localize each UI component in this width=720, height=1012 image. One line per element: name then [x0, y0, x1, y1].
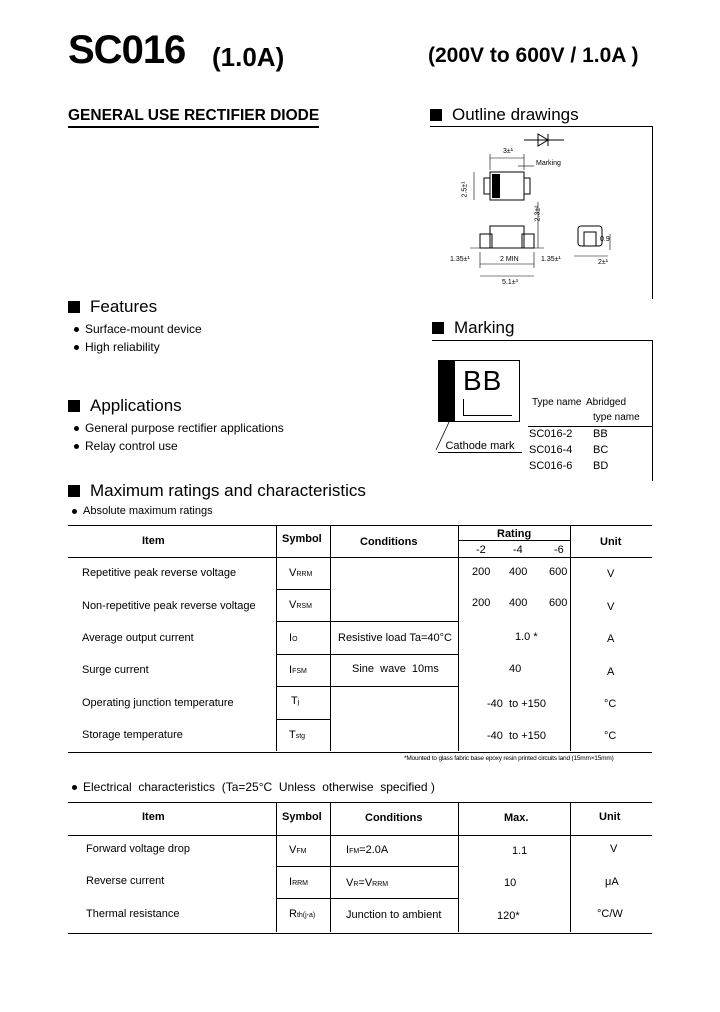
cathode-mark-label: Cathode mark: [438, 440, 522, 453]
ratings-heading: [68, 481, 366, 501]
electrical-col-rule: [458, 802, 459, 932]
marking-col-type: Type name: [532, 397, 582, 408]
rating-symbol: [289, 664, 307, 676]
marking-table-rule: [528, 426, 652, 427]
symbol-main: T: [291, 695, 298, 707]
symbol-sub: th(j-a): [296, 912, 316, 919]
marking-heading: [432, 318, 514, 338]
symbol-main: I: [289, 664, 293, 676]
ratings-title: Maximum ratings and characteristics: [90, 481, 366, 500]
ratings-footnote: *Mounted to glass fabric base epoxy resin printed circuits land (15mm×15mm): [404, 755, 614, 762]
electrical-conditions: Junction to ambient: [346, 909, 442, 921]
symbol-main: R: [289, 908, 297, 920]
rating-sub-rule: [458, 540, 570, 541]
applications-title: Applications: [90, 396, 182, 415]
marking-abbr-1: BB: [593, 428, 608, 440]
ratings-col-rule: [276, 525, 277, 751]
electrical-symbol: [289, 844, 306, 856]
voltage-range: (200V to 600V / 1.0A ): [428, 44, 639, 67]
marking-frame-line: [463, 399, 512, 416]
outline-dim-left: 2.5±¹: [461, 181, 469, 198]
ratings-header-symbol: Symbol: [282, 533, 322, 545]
current-rating: (1.0A): [212, 42, 285, 72]
cond-sub: R: [353, 881, 359, 888]
cond-main: V: [346, 877, 354, 889]
bullet-icon: [74, 345, 79, 350]
rating-unit: V: [607, 601, 615, 613]
cathode-band: [439, 361, 455, 421]
square-bullet-icon: [430, 109, 442, 121]
rating-symbol: [291, 695, 299, 707]
cond-main: I: [346, 844, 350, 856]
outline-dim-side: 2±¹: [598, 259, 609, 266]
electrical-header-conditions: Conditions: [365, 812, 423, 824]
feature-text: Surface-mount device: [85, 322, 202, 336]
application-text: Relay control use: [85, 439, 178, 453]
rating-symbol: [289, 729, 305, 741]
marking-title: Marking: [454, 318, 515, 337]
ratings-header-item: Item: [142, 535, 165, 547]
cond-sep: [330, 654, 458, 655]
feature-item: [74, 340, 160, 354]
rating-all: 40: [509, 663, 522, 675]
bullet-icon: [74, 426, 79, 431]
rating-v6: 600: [549, 597, 568, 609]
rating-v4: 400: [509, 597, 528, 609]
subtitle: GENERAL USE RECTIFIER DIODE: [68, 107, 319, 128]
cond-sep: [330, 621, 458, 622]
symbol-sep: [276, 654, 330, 655]
outline-dim-side2: 0.9: [600, 236, 610, 243]
application-text: General purpose rectifier applications: [85, 421, 284, 435]
outline-marking-label: Marking: [536, 160, 561, 167]
symbol-main: T: [289, 729, 296, 741]
ratings-col-rule: [458, 525, 459, 751]
rating-symbol: [289, 632, 298, 644]
cond-sub2: RRM: [372, 881, 389, 888]
ratings-header-r2: -2: [476, 544, 486, 556]
outline-heading: [430, 105, 579, 125]
cond-value: =V: [358, 877, 373, 889]
marking-abbr-3: BD: [593, 460, 609, 472]
rating-all: -40 to +150: [487, 698, 547, 710]
marking-package: [438, 360, 520, 422]
outline-dim-mid: 2 MIN: [500, 256, 519, 263]
marking-col-abbr2: type name: [593, 412, 640, 423]
application-item: [74, 439, 178, 453]
marking-abbr-2: BC: [593, 444, 609, 456]
electrical-item: Thermal resistance: [86, 908, 180, 920]
rating-item: Repetitive peak reverse voltage: [82, 567, 237, 579]
symbol-main: V: [289, 567, 297, 579]
electrical-unit: V: [610, 843, 618, 855]
symbol-main: V: [289, 844, 297, 856]
rating-unit: V: [607, 568, 615, 580]
symbol-sep: [276, 589, 330, 590]
square-bullet-icon: [432, 322, 444, 334]
ratings-header-rule: [68, 557, 652, 558]
symbol-main: I: [289, 876, 293, 888]
rating-item: Non-repetitive peak reverse voltage: [82, 600, 256, 612]
symbol-main: V: [289, 599, 297, 611]
rating-item: Average output current: [82, 632, 194, 644]
outline-title: Outline drawings: [452, 105, 579, 124]
symbol-sub: O: [292, 636, 298, 643]
cond-value: =2.0A: [359, 844, 389, 856]
electrical-unit: μA: [605, 876, 619, 888]
ratings-header-r4: -4: [513, 544, 523, 556]
rating-v2: 200: [472, 566, 491, 578]
feature-item: [74, 322, 202, 336]
abs-ratings-text: Absolute maximum ratings: [83, 505, 213, 517]
symbol-sub: stg: [295, 733, 306, 740]
marking-type-3: SC016-6: [529, 460, 573, 472]
rating-symbol: [289, 599, 312, 611]
bullet-icon: [72, 509, 77, 514]
ratings-header-rating: Rating: [497, 528, 532, 540]
electrical-row-sep: [276, 898, 458, 899]
bullet-icon: [74, 444, 79, 449]
ratings-header-conditions: Conditions: [360, 536, 418, 548]
rating-unit: A: [607, 666, 615, 678]
outline-dim-bottom: 5.1±³: [502, 279, 518, 286]
square-bullet-icon: [68, 400, 80, 412]
outline-dim-r1: 1.35±¹: [541, 256, 561, 263]
electrical-header-rule: [68, 835, 652, 836]
rating-symbol: [289, 567, 312, 579]
electrical-row-sep: [276, 866, 458, 867]
rating-conditions: Sine wave 10ms: [352, 663, 439, 675]
feature-text: High reliability: [85, 340, 160, 354]
cond-sep: [330, 686, 458, 687]
symbol-sub: RRM: [292, 880, 309, 887]
symbol-sub: RSM: [296, 603, 312, 610]
features-heading: [68, 297, 157, 317]
rating-conditions: Resistive load Ta=40°C: [338, 632, 452, 644]
electrical-conditions: [346, 844, 388, 856]
square-bullet-icon: [68, 301, 80, 313]
electrical-title: Electrical characteristics (Ta=25°C Unless otherwise specified ): [83, 780, 435, 794]
electrical-header-symbol: Symbol: [282, 811, 322, 823]
symbol-main: I: [289, 632, 293, 644]
rating-v2: 200: [472, 597, 491, 609]
application-item: [74, 421, 284, 435]
electrical-unit: °C/W: [597, 908, 623, 920]
rating-item: Storage temperature: [82, 729, 183, 741]
cond-sub: FM: [349, 848, 360, 855]
rating-all: -40 to +150: [487, 730, 547, 742]
electrical-max: 10: [504, 877, 517, 889]
rating-v4: 400: [509, 566, 528, 578]
symbol-sub: FSM: [292, 668, 307, 675]
electrical-item: Reverse current: [86, 875, 165, 887]
symbol-sub: j: [297, 699, 300, 706]
abs-ratings-label: [72, 505, 213, 517]
rating-item: Surge current: [82, 664, 149, 676]
electrical-header-max: Max.: [504, 812, 529, 824]
electrical-conditions: [346, 877, 388, 889]
marking-type-1: SC016-2: [529, 428, 573, 440]
rating-item: Operating junction temperature: [82, 697, 234, 709]
bullet-icon: [74, 327, 79, 332]
electrical-symbol: [289, 876, 308, 888]
symbol-sep: [276, 621, 330, 622]
features-title: Features: [90, 297, 158, 316]
outline-dim-top: 3±¹: [503, 148, 514, 155]
electrical-col-rule: [276, 802, 277, 932]
applications-heading: [68, 396, 182, 416]
outline-dim-height: 2.3±²: [534, 205, 542, 222]
electrical-symbol: [289, 908, 315, 920]
symbol-sub: RRM: [296, 571, 313, 578]
ratings-header-unit: Unit: [600, 536, 622, 548]
electrical-header-unit: Unit: [599, 811, 621, 823]
ratings-col-rule: [570, 525, 571, 751]
square-bullet-icon: [68, 485, 80, 497]
marking-col-abbr: Abridged: [586, 397, 627, 408]
ratings-col-rule: [330, 525, 331, 751]
electrical-col-rule: [570, 802, 571, 932]
electrical-max: 1.1: [512, 845, 528, 857]
marking-code: BB: [463, 365, 503, 396]
symbol-sub: FM: [296, 848, 307, 855]
electrical-header-item: Item: [142, 811, 165, 823]
bullet-icon: [72, 785, 77, 790]
symbol-sep: [276, 686, 330, 687]
rating-all: 1.0 *: [515, 631, 538, 643]
marking-type-2: SC016-4: [529, 444, 573, 456]
electrical-col-rule: [330, 802, 331, 932]
electrical-max: 120*: [497, 910, 520, 922]
electrical-heading: [72, 780, 435, 794]
electrical-item: Forward voltage drop: [86, 843, 190, 855]
outline-dim-l1: 1.35±¹: [450, 256, 470, 263]
rating-unit: °C: [604, 698, 617, 710]
rating-unit: A: [607, 633, 615, 645]
symbol-sep: [276, 719, 330, 720]
rating-unit: °C: [604, 730, 617, 742]
rating-v6: 600: [549, 566, 568, 578]
ratings-header-r6: -6: [554, 544, 564, 556]
part-number: SC016: [68, 28, 186, 72]
